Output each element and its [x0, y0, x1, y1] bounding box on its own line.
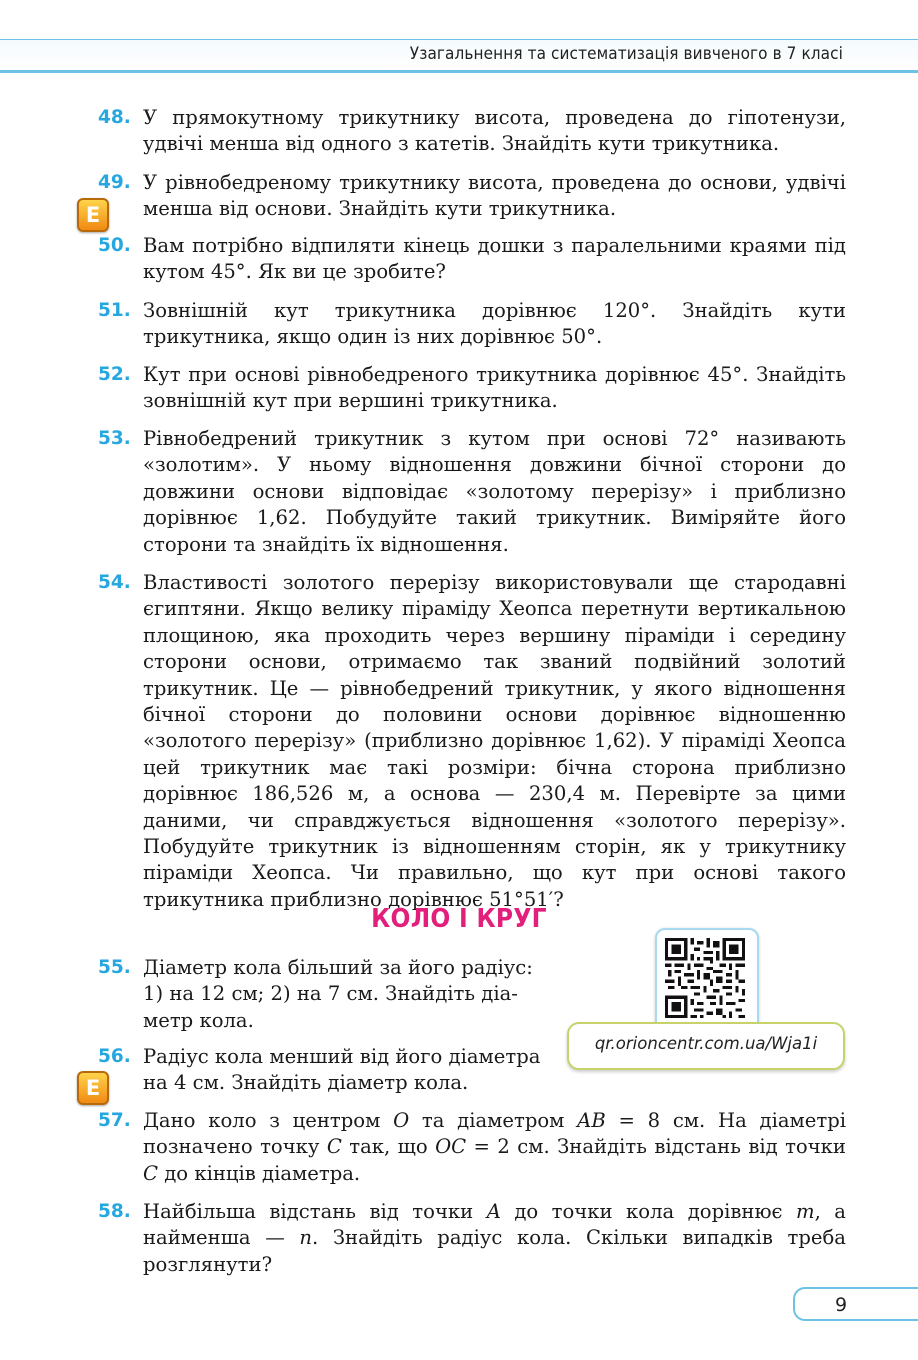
problem-text: Вам потрібно відпиляти кінець дошки з паралельними краями під кутом 45°. Як ви це зробите? [143, 234, 846, 284]
problem-text-line: Радіус кола менший від його діаметра [143, 1045, 541, 1068]
problem-48 [98, 105, 846, 158]
problem-number: 48. [98, 107, 131, 128]
math-var: C [143, 1161, 158, 1185]
problem-text: Кут при основі рівнобедреного трикутника дорівнює 45°. Знайдіть зовнішній кут при вершині трикутника. [143, 363, 846, 413]
problem-number: 57. [98, 1110, 131, 1131]
problem-53 [98, 426, 846, 558]
math-var: C [326, 1135, 342, 1159]
problem-55 [98, 955, 558, 1034]
text-run: . Знайдіть радіус кола. Скільки випадків треба розглянути? [143, 1226, 846, 1276]
problem-49 [98, 170, 846, 223]
text-run: Найбільша відстань від точки [143, 1200, 487, 1223]
problem-text [143, 955, 558, 1034]
math-var: m [796, 1200, 815, 1223]
problem-58 [98, 1199, 846, 1278]
problem-text-line: Діаметр кола більший за його радіус: [143, 956, 533, 979]
qr-url-pill[interactable] [567, 1022, 845, 1070]
problem-text-line: метр кола. [143, 1008, 254, 1032]
problem-50 [98, 233, 846, 286]
math-var: O [393, 1109, 410, 1132]
problem-number: 49. [98, 172, 131, 193]
text-run: Дано коло з центром [143, 1109, 394, 1132]
qr-code-icon [665, 938, 745, 1018]
exercise-e-badge-icon: E [77, 198, 109, 232]
problem-number: 50. [98, 235, 131, 256]
page-number: 9 [834, 1294, 848, 1316]
problem-text: Зовнішній кут трикутника дорівнює 120°. Знайдіть кути трикутника, якщо один із них дорівнює 50°. [143, 299, 846, 349]
problem-number: 58. [98, 1201, 131, 1222]
problem-text [143, 1199, 846, 1278]
problem-text: У рівнобедреному трикутнику висота, проведена до основи, удвічі менша від основи. Знайдіть кути трикутника. [143, 171, 846, 221]
text-run: так, що [341, 1135, 436, 1159]
problem-number: 56. [98, 1046, 131, 1067]
math-var: OC [435, 1135, 467, 1159]
text-run: до кінців діаметра. [158, 1161, 361, 1185]
problem-text: Рівнобедрений трикутник з кутом при основі 72° називають «золотим». У ньому відношення довжини бічної сторони до довжини основи відповідає «золотому перерізу» і приблизно дорівнює 1,62. Побудуйте такий трикутник. Виміряйте його сторони та знайдіть їх відношення. [143, 427, 846, 556]
exercise-e-badge-icon: E [77, 1071, 109, 1105]
text-run: = 2 см. Знайдіть відстань від точки [466, 1135, 846, 1159]
problem-56 [98, 1044, 558, 1097]
problem-text-line: на 4 см. Знайдіть діаметр кола. [143, 1071, 469, 1095]
problem-52 [98, 362, 846, 415]
problem-number: 53. [98, 428, 131, 449]
problem-number: 55. [98, 957, 131, 978]
running-header-title: Узагальнення та систематизація вивченого в 7 класі [409, 44, 843, 64]
text-run: та діаметром [409, 1109, 578, 1132]
math-var: A [486, 1200, 501, 1223]
math-var: AB [577, 1109, 606, 1132]
problem-57 [98, 1108, 846, 1187]
problem-number: 51. [98, 300, 131, 321]
math-var: n [299, 1226, 313, 1250]
section-title: КОЛО І КРУГ [371, 904, 547, 934]
text-run: до точки кола дорівнює [500, 1200, 796, 1223]
problem-text-line: 1) на 12 см; 2) на 7 см. Знайдіть діа- [143, 982, 518, 1006]
text-run: = 8 см. На діаметрі позначено точку [143, 1109, 847, 1159]
problem-text: Властивості золотого перерізу використовували ще стародавні єгиптяни. Якщо велику піраміду Хеопса перетнути вертикальною площиною, яка проходить через вершину піраміди і середину сторони основи, отримаємо так званий подвійний золотий трикутник. Це — рівнобедрений трикутник, у якого відношення бічної сторони до половини основи дорівнює відношенню «золотого перерізу» (приблизно дорівнює 1,62). У піраміді Хеопса цей трикутник має такі розміри: бічна сторона приблизно дорівнює 186,526 м, а основа — 230,4 м. Перевірте за цими даними, чи справджується відношення «золотого перерізу». Побудуйте трикутник із відношенням сторін, як у трикутнику піраміди Хеопса. Чи правильно, що кут при основі такого трикутника приблизно дорівнює 51°51′? [143, 571, 846, 911]
problem-text [143, 1108, 846, 1187]
qr-code-frame[interactable] [655, 928, 759, 1032]
text-run: , а найменша — [143, 1200, 846, 1250]
qr-url-link[interactable]: qr.orioncentr.com.ua/Wja1i [594, 1034, 818, 1053]
problem-54 [98, 570, 846, 913]
problem-number: 52. [98, 364, 131, 385]
problem-51 [98, 298, 846, 351]
problem-number: 54. [98, 572, 131, 593]
page-number-tab [793, 1287, 918, 1321]
problem-text: У прямокутному трикутнику висота, проведена до гіпотенузи, удвічі менша від одного з катетів. Знайдіть кути трикутника. [143, 106, 846, 156]
problem-text [143, 1044, 558, 1097]
